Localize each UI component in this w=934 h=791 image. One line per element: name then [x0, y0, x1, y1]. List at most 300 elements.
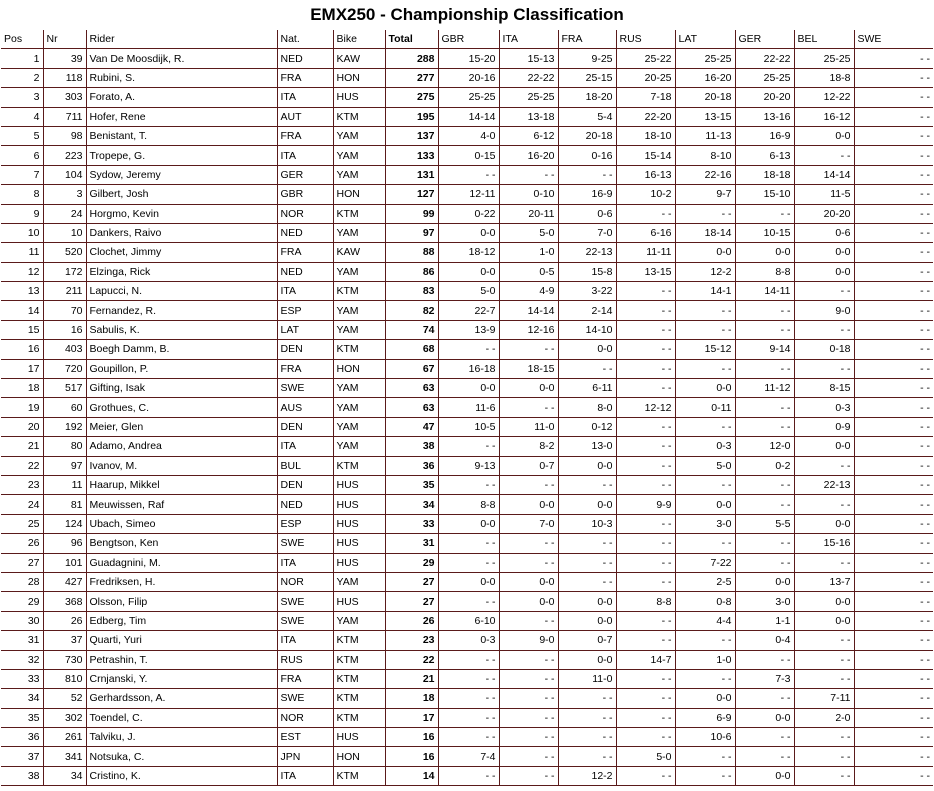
table-row	[1, 650, 933, 669]
cell-fra: 3-22	[558, 282, 616, 301]
cell-nat: NOR	[277, 708, 333, 727]
cell-bel: 0-6	[794, 223, 854, 242]
cell-rider: Notsuka, C.	[86, 747, 277, 766]
table-row	[1, 669, 933, 688]
cell-ger: - -	[735, 475, 794, 494]
cell-swe: - -	[854, 340, 933, 359]
cell-nat: FRA	[277, 126, 333, 145]
cell-lat: 13-15	[675, 107, 735, 126]
table-row	[1, 611, 933, 630]
cell-ger: 1-1	[735, 611, 794, 630]
cell-pos: 28	[1, 572, 43, 591]
cell-rus: 15-14	[616, 146, 675, 165]
col-header-ger: GER	[735, 30, 794, 49]
cell-bel: 13-7	[794, 572, 854, 591]
cell-gbr: 6-10	[438, 611, 499, 630]
col-header-total: Total	[385, 30, 438, 49]
cell-bel: 16-12	[794, 107, 854, 126]
cell-gbr: - -	[438, 689, 499, 708]
cell-rus: - -	[616, 534, 675, 553]
cell-bike: KTM	[333, 650, 385, 669]
cell-nat: SWE	[277, 689, 333, 708]
cell-ita: - -	[499, 165, 558, 184]
cell-nr: 11	[43, 475, 86, 494]
cell-rus: 6-16	[616, 223, 675, 242]
cell-ger: 25-25	[735, 68, 794, 87]
cell-lat: 18-14	[675, 223, 735, 242]
cell-gbr: - -	[438, 708, 499, 727]
cell-swe: - -	[854, 728, 933, 747]
table-row	[1, 592, 933, 611]
cell-lat: 11-13	[675, 126, 735, 145]
cell-rider: Forato, A.	[86, 88, 277, 107]
cell-rider: Van De Moosdijk, R.	[86, 49, 277, 68]
cell-rus: - -	[616, 669, 675, 688]
cell-lat: 12-2	[675, 262, 735, 281]
cell-fra: 25-15	[558, 68, 616, 87]
cell-ita: 6-12	[499, 126, 558, 145]
cell-total: 127	[385, 185, 438, 204]
cell-rus: - -	[616, 417, 675, 436]
cell-nat: EST	[277, 728, 333, 747]
cell-nr: 3	[43, 185, 86, 204]
cell-fra: 12-2	[558, 766, 616, 785]
cell-rus: - -	[616, 689, 675, 708]
cell-fra: - -	[558, 165, 616, 184]
cell-nr: 118	[43, 68, 86, 87]
cell-lat: - -	[675, 204, 735, 223]
cell-ita: - -	[499, 475, 558, 494]
cell-ita: - -	[499, 553, 558, 572]
cell-fra: 0-12	[558, 417, 616, 436]
cell-bel: - -	[794, 766, 854, 785]
cell-bike: YAM	[333, 437, 385, 456]
cell-gbr: - -	[438, 728, 499, 747]
cell-gbr: 18-12	[438, 243, 499, 262]
cell-fra: 0-0	[558, 592, 616, 611]
cell-nr: 341	[43, 747, 86, 766]
cell-gbr: - -	[438, 766, 499, 785]
cell-nr: 98	[43, 126, 86, 145]
cell-bike: HUS	[333, 553, 385, 572]
cell-pos: 15	[1, 320, 43, 339]
cell-gbr: 10-5	[438, 417, 499, 436]
cell-bel: 25-25	[794, 49, 854, 68]
cell-swe: - -	[854, 320, 933, 339]
cell-bel: - -	[794, 495, 854, 514]
cell-rus: - -	[616, 437, 675, 456]
cell-swe: - -	[854, 514, 933, 533]
table-row	[1, 49, 933, 68]
cell-nat: DEN	[277, 475, 333, 494]
cell-rus: - -	[616, 611, 675, 630]
cell-bike: YAM	[333, 572, 385, 591]
cell-lat: - -	[675, 359, 735, 378]
cell-gbr: 0-0	[438, 379, 499, 398]
cell-rus: 9-9	[616, 495, 675, 514]
cell-ger: - -	[735, 204, 794, 223]
cell-swe: - -	[854, 747, 933, 766]
cell-swe: - -	[854, 534, 933, 553]
cell-swe: - -	[854, 379, 933, 398]
table-row	[1, 456, 933, 475]
cell-fra: - -	[558, 572, 616, 591]
cell-total: 14	[385, 766, 438, 785]
classification-table	[1, 30, 933, 786]
cell-gbr: 5-0	[438, 282, 499, 301]
cell-nr: 70	[43, 301, 86, 320]
cell-total: 67	[385, 359, 438, 378]
cell-swe: - -	[854, 68, 933, 87]
cell-fra: 16-9	[558, 185, 616, 204]
cell-gbr: - -	[438, 650, 499, 669]
cell-pos: 17	[1, 359, 43, 378]
cell-gbr: - -	[438, 437, 499, 456]
cell-nat: FRA	[277, 359, 333, 378]
table-row	[1, 262, 933, 281]
col-header-pos: Pos	[1, 30, 43, 49]
cell-ger: 6-13	[735, 146, 794, 165]
col-header-fra: FRA	[558, 30, 616, 49]
cell-gbr: 0-0	[438, 514, 499, 533]
cell-rider: Ivanov, M.	[86, 456, 277, 475]
cell-nat: NED	[277, 495, 333, 514]
cell-swe: - -	[854, 185, 933, 204]
cell-nr: 172	[43, 262, 86, 281]
cell-bel: 15-16	[794, 534, 854, 553]
cell-pos: 32	[1, 650, 43, 669]
cell-pos: 31	[1, 631, 43, 650]
cell-rider: Bengtson, Ken	[86, 534, 277, 553]
cell-bike: KTM	[333, 631, 385, 650]
cell-bel: - -	[794, 631, 854, 650]
cell-nr: 261	[43, 728, 86, 747]
cell-bike: HUS	[333, 728, 385, 747]
cell-total: 63	[385, 398, 438, 417]
cell-ger: 22-22	[735, 49, 794, 68]
cell-nat: SWE	[277, 379, 333, 398]
cell-swe: - -	[854, 262, 933, 281]
cell-lat: - -	[675, 320, 735, 339]
cell-fra: 0-16	[558, 146, 616, 165]
cell-ger: - -	[735, 650, 794, 669]
cell-nr: 427	[43, 572, 86, 591]
cell-rus: 13-15	[616, 262, 675, 281]
cell-pos: 11	[1, 243, 43, 262]
cell-pos: 13	[1, 282, 43, 301]
cell-lat: 0-0	[675, 495, 735, 514]
cell-nr: 37	[43, 631, 86, 650]
cell-pos: 3	[1, 88, 43, 107]
cell-nr: 730	[43, 650, 86, 669]
cell-total: 22	[385, 650, 438, 669]
cell-fra: 0-0	[558, 611, 616, 630]
cell-bel: 9-0	[794, 301, 854, 320]
cell-rider: Horgmo, Kevin	[86, 204, 277, 223]
cell-swe: - -	[854, 126, 933, 145]
cell-lat: 1-0	[675, 650, 735, 669]
col-header-swe: SWE	[854, 30, 933, 49]
cell-ger: 18-18	[735, 165, 794, 184]
cell-bel: 14-14	[794, 165, 854, 184]
cell-ita: 7-0	[499, 514, 558, 533]
cell-swe: - -	[854, 223, 933, 242]
cell-swe: - -	[854, 631, 933, 650]
cell-bel: 0-0	[794, 592, 854, 611]
cell-nat: ITA	[277, 553, 333, 572]
cell-rus: - -	[616, 631, 675, 650]
cell-lat: 5-0	[675, 456, 735, 475]
table-row	[1, 223, 933, 242]
cell-lat: 15-12	[675, 340, 735, 359]
cell-pos: 6	[1, 146, 43, 165]
table-row	[1, 379, 933, 398]
cell-lat: 2-5	[675, 572, 735, 591]
cell-bike: YAM	[333, 301, 385, 320]
cell-total: 137	[385, 126, 438, 145]
col-header-lat: LAT	[675, 30, 735, 49]
cell-ger: - -	[735, 398, 794, 417]
cell-fra: - -	[558, 728, 616, 747]
cell-ger: - -	[735, 320, 794, 339]
cell-nr: 10	[43, 223, 86, 242]
cell-bike: KTM	[333, 766, 385, 785]
cell-rus: 5-0	[616, 747, 675, 766]
cell-nat: NED	[277, 223, 333, 242]
cell-rider: Ubach, Simeo	[86, 514, 277, 533]
cell-lat: 4-4	[675, 611, 735, 630]
cell-pos: 36	[1, 728, 43, 747]
cell-nr: 520	[43, 243, 86, 262]
cell-ita: - -	[499, 611, 558, 630]
cell-gbr: 11-6	[438, 398, 499, 417]
cell-nat: ITA	[277, 437, 333, 456]
cell-pos: 23	[1, 475, 43, 494]
col-header-rider: Rider	[86, 30, 277, 49]
cell-lat: 0-11	[675, 398, 735, 417]
cell-nr: 24	[43, 204, 86, 223]
cell-pos: 26	[1, 534, 43, 553]
cell-fra: 6-11	[558, 379, 616, 398]
cell-ita: 11-0	[499, 417, 558, 436]
cell-pos: 5	[1, 126, 43, 145]
cell-bel: 18-8	[794, 68, 854, 87]
cell-pos: 29	[1, 592, 43, 611]
cell-rider: Talviku, J.	[86, 728, 277, 747]
cell-rider: Dankers, Raivo	[86, 223, 277, 242]
cell-rider: Toendel, C.	[86, 708, 277, 727]
cell-rider: Hofer, Rene	[86, 107, 277, 126]
cell-nr: 303	[43, 88, 86, 107]
cell-lat: 3-0	[675, 514, 735, 533]
table-row	[1, 708, 933, 727]
cell-pos: 30	[1, 611, 43, 630]
cell-rus: - -	[616, 708, 675, 727]
cell-gbr: - -	[438, 592, 499, 611]
cell-ita: 0-0	[499, 592, 558, 611]
cell-total: 68	[385, 340, 438, 359]
cell-fra: 22-13	[558, 243, 616, 262]
cell-ger: - -	[735, 747, 794, 766]
cell-nat: FRA	[277, 243, 333, 262]
cell-bel: 0-0	[794, 611, 854, 630]
cell-lat: 0-0	[675, 379, 735, 398]
cell-swe: - -	[854, 611, 933, 630]
page-title: EMX250 - Championship Classification	[310, 5, 624, 24]
cell-bel: 0-0	[794, 243, 854, 262]
cell-gbr: 0-0	[438, 223, 499, 242]
cell-lat: 22-16	[675, 165, 735, 184]
cell-gbr: - -	[438, 340, 499, 359]
cell-nat: SWE	[277, 611, 333, 630]
cell-nr: 223	[43, 146, 86, 165]
cell-gbr: 9-13	[438, 456, 499, 475]
cell-bel: - -	[794, 650, 854, 669]
cell-rus: - -	[616, 456, 675, 475]
cell-gbr: 25-25	[438, 88, 499, 107]
table-row	[1, 146, 933, 165]
cell-pos: 8	[1, 185, 43, 204]
cell-ita: 4-9	[499, 282, 558, 301]
cell-pos: 35	[1, 708, 43, 727]
cell-ger: - -	[735, 359, 794, 378]
cell-rus: - -	[616, 475, 675, 494]
cell-ger: - -	[735, 417, 794, 436]
header-row	[1, 30, 933, 49]
cell-swe: - -	[854, 301, 933, 320]
cell-gbr: 0-15	[438, 146, 499, 165]
cell-ita: 13-18	[499, 107, 558, 126]
cell-ita: 8-2	[499, 437, 558, 456]
cell-rider: Meuwissen, Raf	[86, 495, 277, 514]
cell-swe: - -	[854, 107, 933, 126]
cell-ger: 9-14	[735, 340, 794, 359]
cell-swe: - -	[854, 553, 933, 572]
cell-bel: - -	[794, 320, 854, 339]
cell-rider: Olsson, Filip	[86, 592, 277, 611]
cell-swe: - -	[854, 49, 933, 68]
cell-nat: RUS	[277, 650, 333, 669]
cell-pos: 1	[1, 49, 43, 68]
cell-rus: 7-18	[616, 88, 675, 107]
cell-bike: HUS	[333, 514, 385, 533]
cell-nr: 403	[43, 340, 86, 359]
cell-nr: 101	[43, 553, 86, 572]
cell-rider: Cristino, K.	[86, 766, 277, 785]
cell-ger: 0-2	[735, 456, 794, 475]
cell-ger: 14-11	[735, 282, 794, 301]
cell-lat: - -	[675, 301, 735, 320]
cell-rider: Guadagnini, M.	[86, 553, 277, 572]
cell-total: 27	[385, 572, 438, 591]
cell-fra: - -	[558, 534, 616, 553]
cell-nat: ESP	[277, 514, 333, 533]
table-row	[1, 495, 933, 514]
cell-total: 74	[385, 320, 438, 339]
cell-swe: - -	[854, 243, 933, 262]
col-header-nat: Nat.	[277, 30, 333, 49]
cell-bike: YAM	[333, 611, 385, 630]
cell-total: 195	[385, 107, 438, 126]
cell-bel: 2-0	[794, 708, 854, 727]
col-header-rus: RUS	[616, 30, 675, 49]
cell-bike: YAM	[333, 262, 385, 281]
cell-lat: 14-1	[675, 282, 735, 301]
cell-fra: 14-10	[558, 320, 616, 339]
cell-rider: Gerhardsson, A.	[86, 689, 277, 708]
cell-rus: - -	[616, 514, 675, 533]
cell-ita: - -	[499, 708, 558, 727]
cell-pos: 27	[1, 553, 43, 572]
cell-swe: - -	[854, 572, 933, 591]
cell-lat: 7-22	[675, 553, 735, 572]
cell-ita: 14-14	[499, 301, 558, 320]
cell-total: 63	[385, 379, 438, 398]
col-header-gbr: GBR	[438, 30, 499, 49]
cell-swe: - -	[854, 437, 933, 456]
cell-bel: - -	[794, 282, 854, 301]
cell-ita: - -	[499, 650, 558, 669]
cell-bike: HUS	[333, 475, 385, 494]
cell-rider: Elzinga, Rick	[86, 262, 277, 281]
cell-bike: KTM	[333, 107, 385, 126]
cell-rider: Fernandez, R.	[86, 301, 277, 320]
cell-ger: 10-15	[735, 223, 794, 242]
cell-swe: - -	[854, 592, 933, 611]
cell-nat: NOR	[277, 204, 333, 223]
cell-lat: 0-0	[675, 243, 735, 262]
cell-ger: - -	[735, 553, 794, 572]
cell-ita: - -	[499, 766, 558, 785]
cell-bike: YAM	[333, 146, 385, 165]
cell-gbr: 15-20	[438, 49, 499, 68]
cell-fra: 0-6	[558, 204, 616, 223]
cell-fra: 0-0	[558, 340, 616, 359]
cell-swe: - -	[854, 282, 933, 301]
cell-rider: Grothues, C.	[86, 398, 277, 417]
cell-bel: 8-15	[794, 379, 854, 398]
cell-nr: 16	[43, 320, 86, 339]
cell-bike: HUS	[333, 534, 385, 553]
cell-rus: - -	[616, 320, 675, 339]
cell-rider: Adamo, Andrea	[86, 437, 277, 456]
cell-pos: 2	[1, 68, 43, 87]
cell-swe: - -	[854, 669, 933, 688]
cell-gbr: 0-0	[438, 572, 499, 591]
cell-ger: 7-3	[735, 669, 794, 688]
cell-gbr: 0-0	[438, 262, 499, 281]
cell-lat: 25-25	[675, 49, 735, 68]
cell-pos: 20	[1, 417, 43, 436]
cell-rider: Fredriksen, H.	[86, 572, 277, 591]
cell-nat: NED	[277, 49, 333, 68]
cell-gbr: - -	[438, 669, 499, 688]
cell-nr: 517	[43, 379, 86, 398]
cell-fra: - -	[558, 359, 616, 378]
cell-fra: - -	[558, 747, 616, 766]
cell-fra: - -	[558, 475, 616, 494]
cell-bike: HUS	[333, 592, 385, 611]
table-row	[1, 728, 933, 747]
cell-rus: - -	[616, 282, 675, 301]
col-header-bike: Bike	[333, 30, 385, 49]
cell-ita: 18-15	[499, 359, 558, 378]
cell-nr: 711	[43, 107, 86, 126]
cell-bel: 0-0	[794, 514, 854, 533]
cell-gbr: 13-9	[438, 320, 499, 339]
table-row	[1, 766, 933, 785]
cell-bel: 0-9	[794, 417, 854, 436]
